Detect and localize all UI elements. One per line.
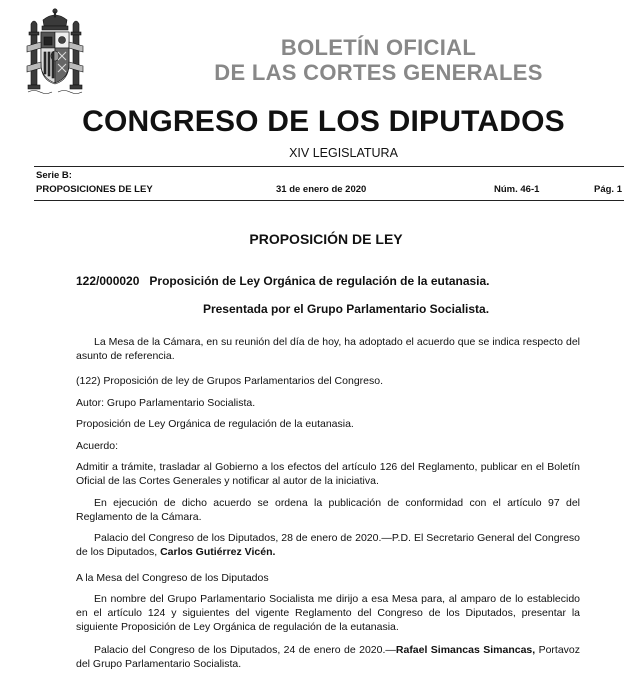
file-number: 122/000020 bbox=[76, 274, 140, 288]
document-title: PROPOSICIÓN DE LEY bbox=[249, 231, 403, 247]
paragraph-signature-spokesman bbox=[76, 643, 580, 671]
signature-secretary-text: Palacio del Congreso de los Diputados, 28 de enero de 2020.—P.D. El Secretario General del Congreso de los Diputados, bbox=[76, 532, 580, 558]
signature-spokesman-role: Portavoz del Grupo Parlamentario Socialista. bbox=[76, 644, 581, 670]
legislature-label: XIV LEGISLATURA bbox=[289, 146, 398, 160]
paragraph-agreement-text: Admitir a trámite, trasladar al Gobierno a los efectos del artículo 126 del Reglamento, publicar en el Boletín Oficial de las Cortes Generales y notificar al autor de la iniciativa. bbox=[76, 461, 580, 487]
paragraph-publication-order: En ejecución de dicho acuerdo se ordena la publicación de conformidad con el artículo 97 del Reglamento de la Cámara. bbox=[76, 497, 580, 523]
header-divider-top bbox=[34, 166, 624, 167]
paragraph-mesa-agreement: La Mesa de la Cámara, en su reunión del día de hoy, ha adoptado el acuerdo que se indica respecto del asunto de referencia. bbox=[76, 336, 580, 362]
publication-date: 31 de enero de 2020 bbox=[276, 184, 367, 195]
chamber-title: CONGRESO DE LOS DIPUTADOS bbox=[82, 105, 565, 138]
boletin-title-line1: BOLETÍN OFICIAL bbox=[280, 35, 477, 60]
file-subject: Proposición de Ley Orgánica de regulación de la eutanasia. bbox=[149, 274, 490, 288]
spain-coat-of-arms-icon bbox=[26, 6, 84, 100]
paragraph-initiative-type: (122) Proposición de ley de Grupos Parlamentarios del Congreso. bbox=[76, 375, 383, 387]
signer-spokesman-name: Rafael Simancas Simancas, bbox=[395, 644, 536, 656]
header-divider-bottom bbox=[34, 200, 624, 201]
signer-secretary-name: Carlos Gutiérrez Vicén. bbox=[160, 546, 276, 558]
file-heading bbox=[76, 274, 490, 289]
boletin-title-line2: DE LAS CORTES GENERALES bbox=[214, 60, 543, 85]
series-type: PROPOSICIONES DE LEY bbox=[36, 184, 153, 195]
paragraph-agreement-label: Acuerdo: bbox=[76, 440, 119, 452]
paragraph-initiative-title: Proposición de Ley Orgánica de regulación de la eutanasia. bbox=[76, 418, 354, 430]
paragraph-signature-secretary bbox=[76, 531, 580, 559]
page-number: Pág. 1 bbox=[594, 184, 622, 195]
paragraph-submission: En nombre del Grupo Parlamentario Socialista me dirijo a esa Mesa para, al amparo de lo establecido en el artículo 124 y siguientes del vigente Reglamento del Congreso de los Diputados, presentar la siguiente Proposición de Ley Orgánica de regulación de la eutanasia. bbox=[76, 593, 580, 633]
issue-number: Núm. 46-1 bbox=[494, 184, 540, 195]
presented-by: Presentada por el Grupo Parlamentario Socialista. bbox=[202, 302, 490, 316]
series-label: Serie B: bbox=[36, 170, 72, 181]
signature-spokesman-text: Palacio del Congreso de los Diputados, 24 de enero de 2020.— bbox=[94, 644, 396, 656]
paragraph-addressee: A la Mesa del Congreso de los Diputados bbox=[76, 572, 269, 584]
paragraph-author: Autor: Grupo Parlamentario Socialista. bbox=[76, 397, 256, 409]
